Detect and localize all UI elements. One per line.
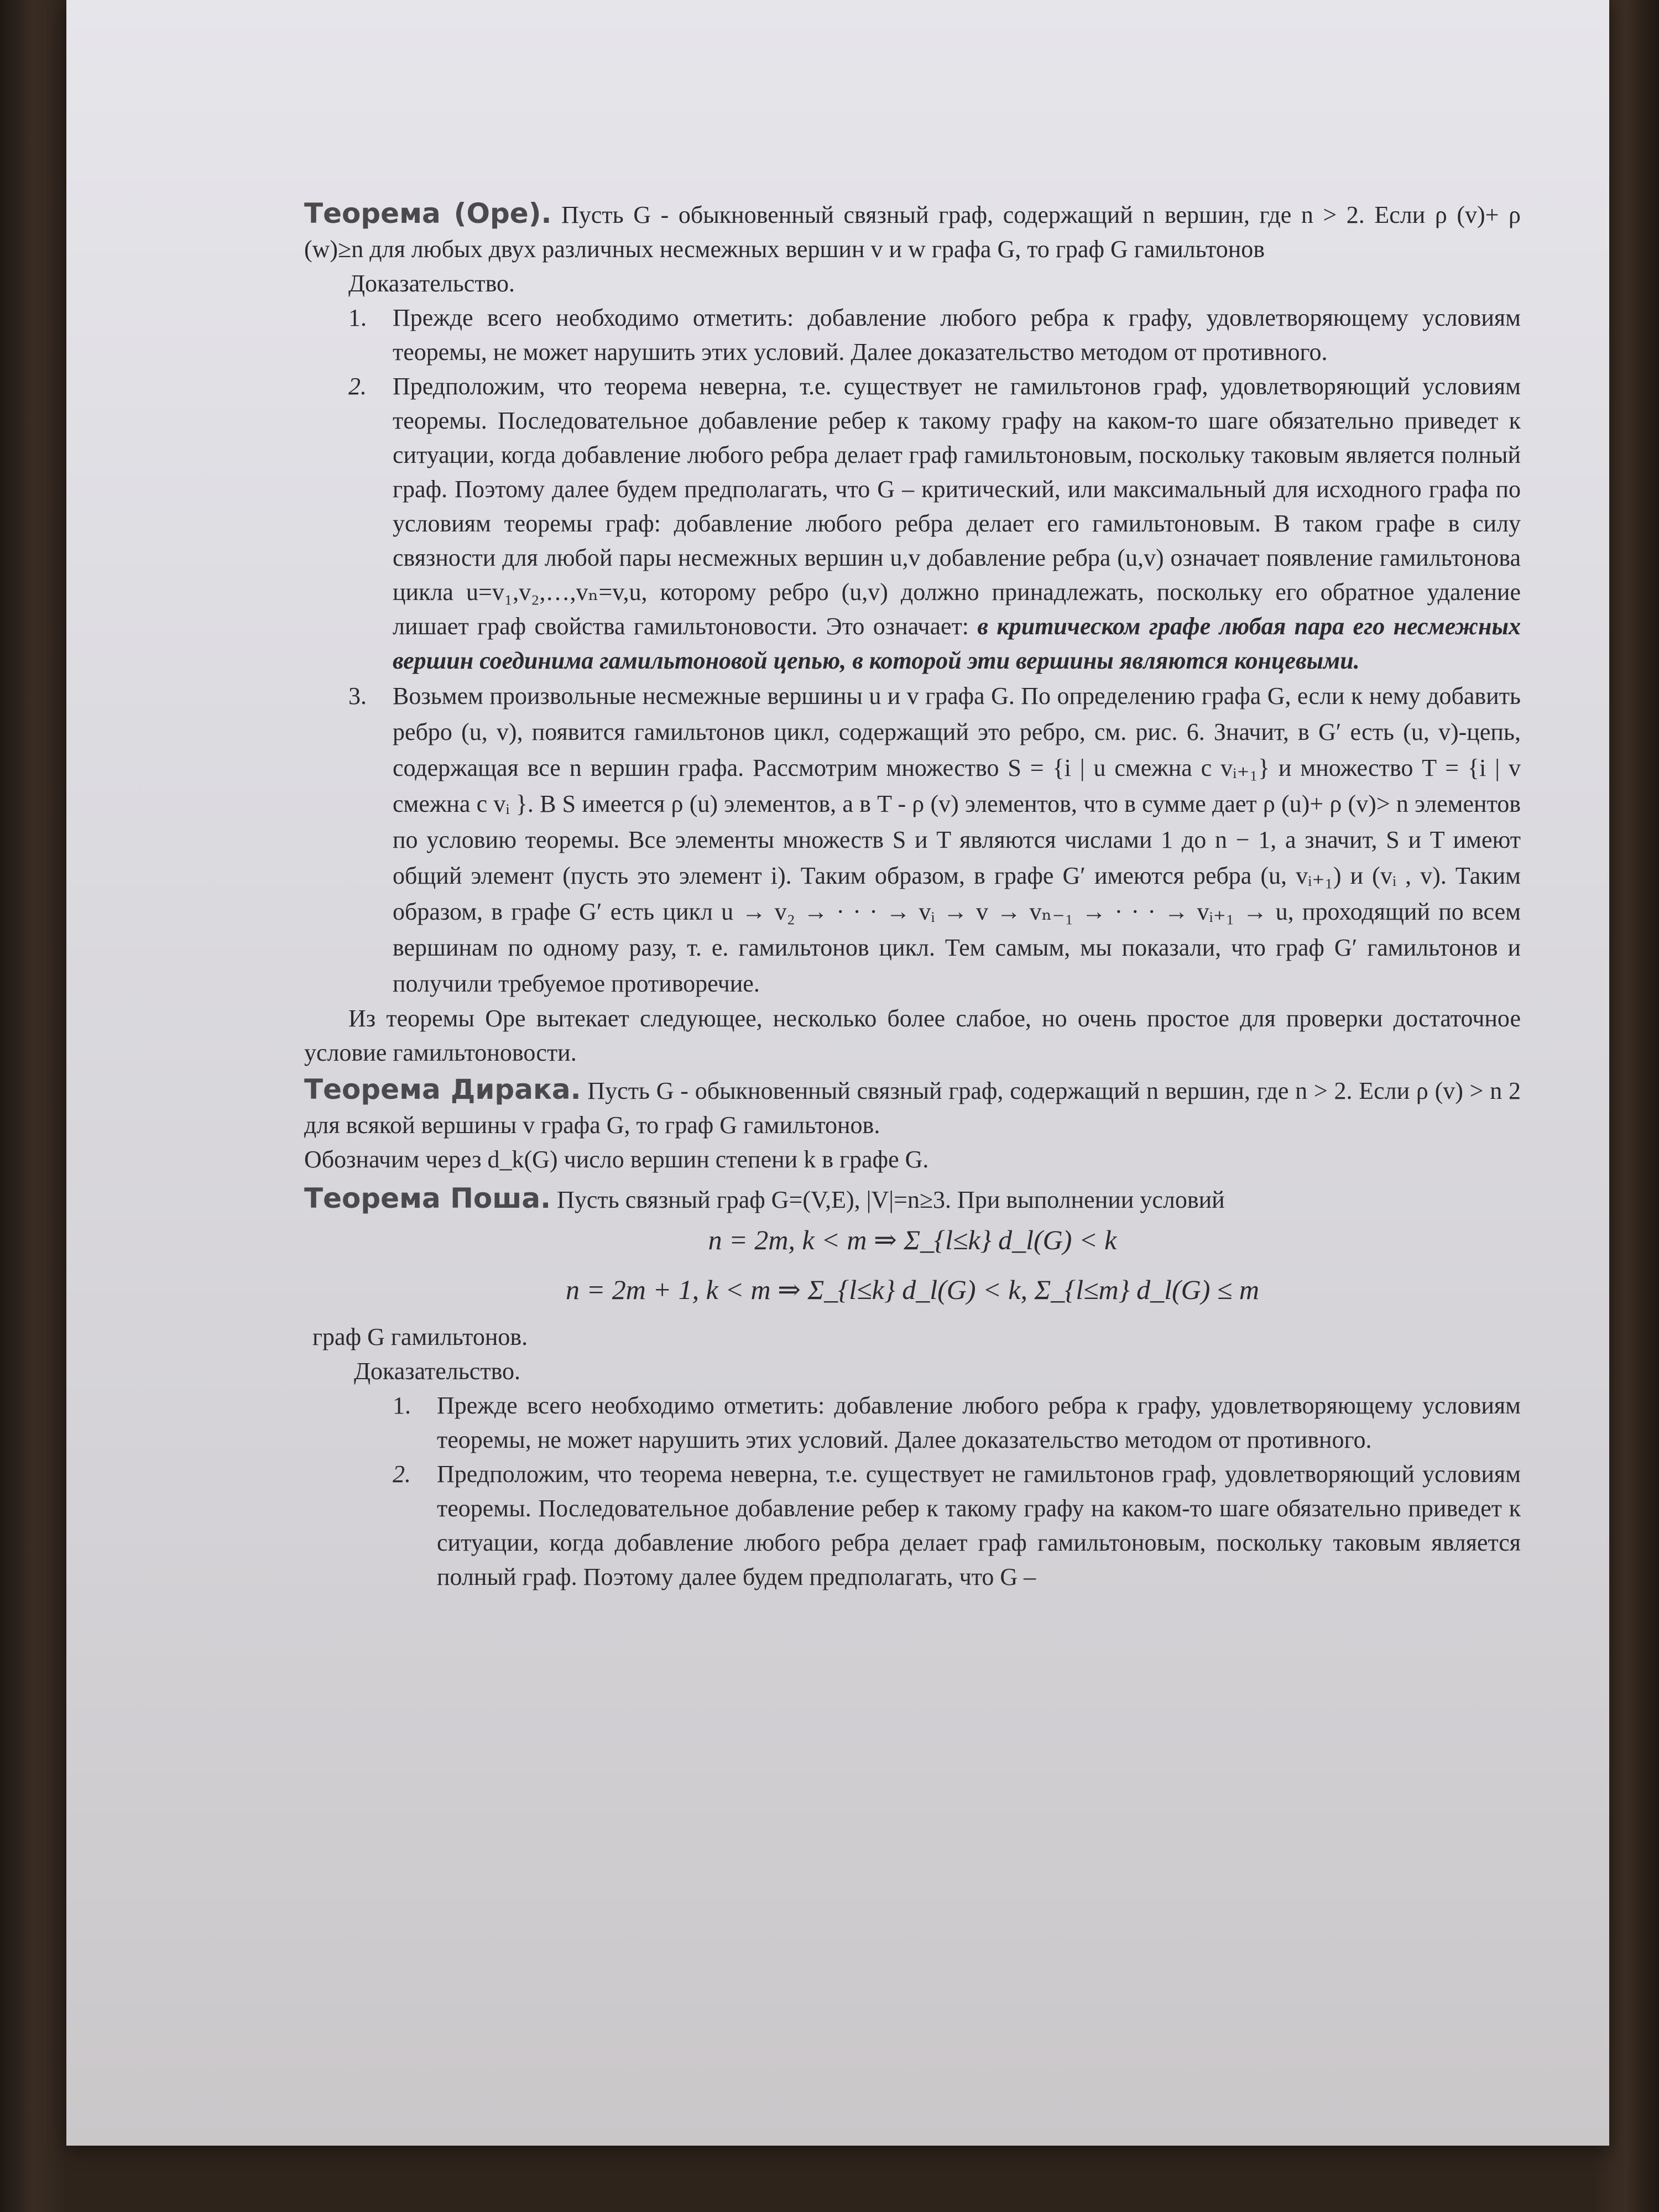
ore-statement: Пусть G - обыкновенный связный граф, содержащий n вершин, где n > 2. Если ρ (v)+ ρ (w)≥n для любых двух различных несмежных вершин v и w графа G, то граф G гамильтонов bbox=[304, 201, 1521, 263]
posa-proof-list bbox=[354, 1389, 1521, 1594]
ore-title: Теорема (Оре). bbox=[304, 197, 552, 229]
ore-proof-list bbox=[304, 301, 1521, 1001]
ore-theorem bbox=[304, 196, 1521, 267]
list-item bbox=[304, 678, 1521, 1001]
ore-consequence: Из теоремы Оре вытекает следующее, несколько более слабое, но очень простое для проверки достаточное условие гамильтоновости. bbox=[304, 1005, 1521, 1066]
posa-conclusion: граф G гамильтонов. bbox=[312, 1323, 528, 1350]
item-emphasis: в критическом графе любая пара его несмежных вершин соединима гамильтоновой цепью, в которой эти вершины являются концевыми. bbox=[393, 613, 1521, 674]
item-number: 3. bbox=[348, 682, 367, 709]
item-text: Предположим, что теорема неверна, т.е. существует не гамильтонов граф, удовлетворяющий условиям теоремы. Последовательное добавление ребер к такому графу на каком-то шаге обязательно приведет к ситуации, когда добавление любого ребра делает граф гамильтоновым, поскольку таковым является полный граф. Поэтому далее будем предполагать, что G – критический, или максимальный для исходного графа по условиям теоремы граф: добавление любого ребра делает его гамильтоновым. В таком графе в силу связности для любой пары несмежных вершин u,v добавление ребра (u,v) означает появление гамильтонова цикла u=v₁,v₂,…,vₙ=v,u, которому ребро (u,v) должно принадлежать, поскольку его обратное удаление лишает граф свойства гамильтоновости. Это означает: bbox=[393, 373, 1521, 640]
dirac-theorem bbox=[304, 1072, 1521, 1142]
item-text: Прежде всего необходимо отметить: добавление любого ребра к графу, удовлетворяющему условиям теоремы, не может нарушить этих условий. Далее доказательство методом от противного. bbox=[393, 304, 1521, 366]
item-text: Прежде всего необходимо отметить: добавление любого ребра к графу, удовлетворяющему условиям теоремы, не может нарушить этих условий. Далее доказательство методом от противного. bbox=[437, 1392, 1521, 1453]
item-number: 1. bbox=[393, 1392, 411, 1419]
paper-sheet bbox=[66, 0, 1609, 2146]
document-content bbox=[304, 196, 1521, 1594]
list-item bbox=[354, 1389, 1521, 1457]
list-item bbox=[304, 301, 1521, 369]
posa-proof bbox=[304, 1354, 1521, 1594]
list-item bbox=[354, 1457, 1521, 1594]
item-text: Возьмем произвольные несмежные вершины u и v графа G. По определению графа G, если к нему добавить ребро (u, v), появится гамильтонов цикл, содержащий это ребро, см. рис. 6. Значит, в G′ есть (u, v)-цепь, содержащая все n вершин графа. Рассмотрим множество S = {i | u смежна с vᵢ₊₁} и множество T = {i | v смежна с vᵢ }. В S имеется ρ (u) элементов, а в T - ρ (v) элементов, что в сумме дает ρ (u)+ ρ (v)> n элементов по условию теоремы. Все элементы множеств S и T являются числами 1 до n − 1, а значит, S и T имеют общий элемент (пусть это элемент i). Таким образом, в графе G′ имеются ребра (u, vᵢ₊₁) и (vᵢ , v). Таким образом, в графе G′ есть цикл u → v₂ → · · · → vᵢ → v → vₙ₋₁ → · · · → vᵢ₊₁ → u, проходящий по всем вершинам по одному разу, т. е. гамильтонов цикл. Тем самым, мы показали, что граф G′ гамильтонов и получили требуемое противоречие. bbox=[393, 682, 1521, 997]
dirac-title: Теорема Дирака. bbox=[304, 1073, 581, 1105]
posa-formula-1: n = 2m, k < m ⇒ Σ_{l≤k} d_l(G) < k bbox=[708, 1224, 1117, 1255]
dirac-notation: Обозначим через d_k(G) число вершин степени k в графе G. bbox=[304, 1146, 929, 1173]
posa-proof-label: Доказательство. bbox=[354, 1358, 521, 1385]
item-number: 1. bbox=[348, 304, 367, 331]
item-number: 2. bbox=[348, 373, 367, 400]
posa-statement: Пусть связный граф G=(V,E), |V|=n≥3. При выполнении условий bbox=[557, 1186, 1225, 1213]
dirac-statement: Пусть G - обыкновенный связный граф, содержащий n вершин, где n > 2. Если ρ (v) > n 2 для всякой вершины v графа G, то граф G гамильтонов. bbox=[304, 1077, 1521, 1139]
item-number: 2. bbox=[393, 1460, 411, 1488]
posa-theorem bbox=[304, 1181, 1521, 1217]
posa-formula-2: n = 2m + 1, k < m ⇒ Σ_{l≤k} d_l(G) < k, Σ_{l≤m} d_l(G) ≤ m bbox=[566, 1274, 1259, 1305]
posa-title: Теорема Поша. bbox=[304, 1182, 551, 1214]
ore-proof-label: Доказательство. bbox=[348, 270, 515, 297]
item-text: Предположим, что теорема неверна, т.е. существует не гамильтонов граф, удовлетворяющий условиям теоремы. Последовательное добавление ребер к такому графу на каком-то шаге обязательно приведет к ситуации, когда добавление любого ребра делает граф гамильтоновым, поскольку таковым является полный граф. Поэтому далее будем предполагать, что G – bbox=[437, 1460, 1521, 1590]
list-item bbox=[304, 369, 1521, 678]
